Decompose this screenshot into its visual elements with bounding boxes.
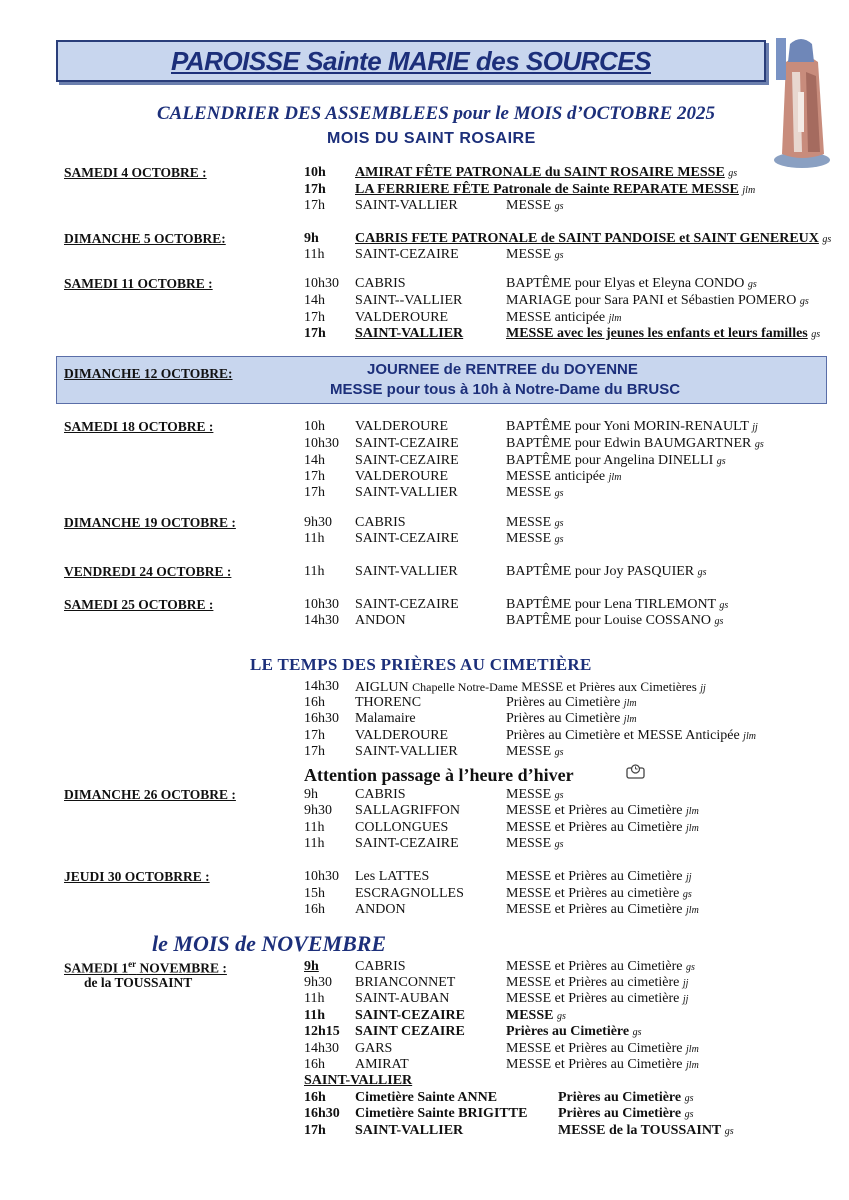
row-event: BAPTÊME pour Joy PASQUIER gs xyxy=(506,564,707,579)
row-event: MESSE et Prières au cimetière gs xyxy=(506,886,692,901)
row-event: BAPTÊME pour Louise COSSANO gs xyxy=(506,613,724,628)
row-place: SAINT-CEZAIRE xyxy=(355,836,459,851)
row-place: VALDEROURE xyxy=(355,728,449,743)
row-event: MESSE avec les jeunes les enfants et leurs familles gs xyxy=(506,326,821,341)
saint-vallier-header: SAINT-VALLIER xyxy=(304,1073,413,1088)
row-event: MESSE gs xyxy=(506,744,564,759)
row-time: 14h30 xyxy=(304,613,339,628)
row-place: Cimetière Sainte BRIGITTE xyxy=(355,1106,528,1121)
row-place: SAINT-CEZAIRE xyxy=(355,247,459,262)
row-event: MESSE et Prières au Cimetière jlm xyxy=(506,803,699,818)
calendar-title: CALENDRIER DES ASSEMBLEES pour le MOIS d’OCTOBRE 2025 xyxy=(157,103,716,124)
row-time: 17h xyxy=(304,744,325,759)
row-event: BAPTÊME pour Lena TIRLEMONT gs xyxy=(506,597,729,612)
row-detail: CABRIS FETE PATRONALE de SAINT PANDOISE et SAINT GENEREUX gs xyxy=(355,231,832,246)
row-event: Prières au Cimetière gs xyxy=(558,1090,694,1105)
row-place: ESCRAGNOLLES xyxy=(355,886,464,901)
row-place: SAINT-CEZAIRE xyxy=(355,453,459,468)
row-time: 12h15 xyxy=(304,1024,340,1039)
row-time: 10h xyxy=(304,419,325,434)
parish-title: PAROISSE Sainte MARIE des SOURCES xyxy=(170,46,651,76)
row-place: Les LATTES xyxy=(355,869,430,884)
day-label: SAMEDI 4 OCTOBRE : xyxy=(64,165,207,180)
row-event: MESSE et Prières au Cimetière jlm xyxy=(506,820,699,835)
row-place: AMIRAT xyxy=(355,1057,409,1072)
row-time: 11h xyxy=(304,820,325,835)
day-label: DIMANCHE 19 OCTOBRE : xyxy=(64,515,236,530)
row-time: 10h30 xyxy=(304,436,339,451)
row-place: SAINT-VALLIER xyxy=(355,198,458,213)
row-event: MESSE anticipée jlm xyxy=(506,469,622,484)
row-time: 14h30 xyxy=(304,1041,339,1056)
row-time: 17h xyxy=(304,326,326,341)
row-event: MESSE gs xyxy=(506,836,564,851)
row-place: CABRIS xyxy=(355,787,406,802)
row-time: 16h30 xyxy=(304,711,339,726)
row-event: Prières au Cimetière gs xyxy=(506,1024,642,1039)
row-time: 17h xyxy=(304,198,325,213)
row-place: SAINT--VALLIER xyxy=(355,293,463,308)
row-event: Prières au Cimetière gs xyxy=(558,1106,694,1121)
row-time: 9h30 xyxy=(304,515,332,530)
clock-icon xyxy=(626,763,646,779)
row-time: 17h xyxy=(304,469,325,484)
row-time: 16h xyxy=(304,1090,326,1105)
day-label: DIMANCHE 5 OCTOBRE: xyxy=(64,231,226,246)
day-label: SAMEDI 11 OCTOBRE : xyxy=(64,276,213,291)
row-time: 16h xyxy=(304,695,325,710)
row-time: 10h xyxy=(304,165,326,180)
day-label: SAMEDI 18 OCTOBRE : xyxy=(64,419,214,434)
row-event: MESSE et Prières au Cimetière jj xyxy=(506,869,692,884)
day-label: VENDREDI 24 OCTOBRE : xyxy=(64,564,232,579)
row-time: 9h30 xyxy=(304,975,332,990)
row-time: 17h xyxy=(304,182,326,197)
row-place: ANDON xyxy=(355,902,406,917)
row-place: SAINT-VALLIER xyxy=(355,326,464,341)
parish-banner xyxy=(56,40,766,82)
row-detail: AMIRAT FÊTE PATRONALE du SAINT ROSAIRE MESSE gs xyxy=(355,165,738,180)
row-time: 11h xyxy=(304,1008,326,1023)
row-time: 17h xyxy=(304,485,325,500)
november-title: le MOIS de NOVEMBRE xyxy=(152,931,387,956)
row-time: 9h xyxy=(304,231,319,246)
row-time: 14h xyxy=(304,293,325,308)
day-label: DIMANCHE 12 OCTOBRE: xyxy=(64,366,233,381)
row-place: SAINT-VALLIER xyxy=(355,485,458,500)
row-time: 15h xyxy=(304,886,325,901)
row-event: MESSE et Prières au Cimetière gs xyxy=(506,959,695,974)
row-time: 10h30 xyxy=(304,276,339,291)
row-time: 16h xyxy=(304,902,325,917)
row-place: COLLONGUES xyxy=(355,820,449,835)
row-time: 17h xyxy=(304,310,325,325)
row-event: MESSE de la TOUSSAINT gs xyxy=(558,1123,734,1138)
day-label: SAMEDI 25 OCTOBRE : xyxy=(64,597,214,612)
doyenne-line-2: MESSE pour tous à 10h à Notre-Dame du BRUSC xyxy=(330,381,681,398)
row-event: MESSE et Prières au cimetière jj xyxy=(506,975,689,990)
row-place: VALDEROURE xyxy=(355,469,449,484)
row-place: CABRIS xyxy=(355,515,406,530)
row-place: SAINT CEZAIRE xyxy=(355,1024,465,1039)
row-place: CABRIS xyxy=(355,276,406,291)
row-event: MESSE et Prières au Cimetière jlm xyxy=(506,902,699,917)
row-event: MESSE gs xyxy=(506,247,564,262)
row-time: 11h xyxy=(304,991,325,1006)
row-place: SAINT-CEZAIRE xyxy=(355,436,459,451)
day-label: DIMANCHE 26 OCTOBRE : xyxy=(64,787,236,802)
row-place: SAINT-VALLIER xyxy=(355,744,458,759)
day-label: JEUDI 30 OCTOBRRE : xyxy=(64,869,210,884)
row-time: 17h xyxy=(304,1123,326,1138)
row-detail: LA FERRIERE FÊTE Patronale de Sainte REPARATE MESSE jlm xyxy=(355,182,756,197)
row-place: VALDEROURE xyxy=(355,310,449,325)
row-place: BRIANCONNET xyxy=(355,975,456,990)
row-place: SAINT-CEZAIRE xyxy=(355,1008,465,1023)
row-event: MESSE et Prières au Cimetière jlm xyxy=(506,1041,699,1056)
doyenne-band xyxy=(56,356,827,404)
row-event: MESSE gs xyxy=(506,1008,566,1023)
row-time: 10h30 xyxy=(304,597,339,612)
row-place: VALDEROURE xyxy=(355,419,449,434)
row-place: CABRIS xyxy=(355,959,406,974)
row-time: 9h xyxy=(304,959,319,974)
row-place: Malamaire xyxy=(355,711,416,726)
row-place: SAINT-CEZAIRE xyxy=(355,597,459,612)
row-event: BAPTÊME pour Edwin BAUMGARTNER gs xyxy=(506,436,764,451)
row-event: BAPTÊME pour Elyas et Eleyna CONDO gs xyxy=(506,276,757,291)
row-place: GARS xyxy=(355,1041,393,1056)
row-event: MESSE gs xyxy=(506,515,564,530)
row-time: 16h xyxy=(304,1057,325,1072)
row-place: SAINT-VALLIER xyxy=(355,1123,464,1138)
row-place: THORENC xyxy=(355,695,422,710)
row-event: MESSE gs xyxy=(506,531,564,546)
row-place: SAINT-AUBAN xyxy=(355,991,450,1006)
row-time: 9h xyxy=(304,787,318,802)
winter-time-notice: Attention passage à l’heure d’hiver xyxy=(304,765,574,785)
row-time: 14h30 xyxy=(304,679,339,694)
row-event: MESSE gs xyxy=(506,787,564,802)
toussaint-label: de la TOUSSAINT xyxy=(84,975,193,990)
row-event: Prières au Cimetière jlm xyxy=(506,695,637,710)
row-time: 11h xyxy=(304,247,325,262)
cemetery-title: LE TEMPS DES PRIÈRES AU CIMETIÈRE xyxy=(250,655,592,674)
row-event: BAPTÊME pour Yoni MORIN-RENAULT jj xyxy=(506,419,758,434)
day-label: SAMEDI 1er NOVEMBRE : xyxy=(64,959,227,976)
row-place: Cimetière Sainte ANNE xyxy=(355,1090,498,1105)
row-event: MESSE gs xyxy=(506,485,564,500)
row-event: MESSE et Prières au Cimetière jlm xyxy=(506,1057,699,1072)
row-event: MESSE et Prières au cimetière jj xyxy=(506,991,689,1006)
row-time: 11h xyxy=(304,531,325,546)
row-time: 11h xyxy=(304,836,325,851)
row-place: SALLAGRIFFON xyxy=(355,803,461,818)
row-place: ANDON xyxy=(355,613,406,628)
row-place: SAINT-CEZAIRE xyxy=(355,531,459,546)
row-detail: AIGLUN Chapelle Notre-Dame MESSE et Prières aux Cimetières jj xyxy=(355,679,706,695)
row-time: 10h30 xyxy=(304,869,339,884)
row-time: 9h30 xyxy=(304,803,332,818)
row-event: MESSE gs xyxy=(506,198,564,213)
row-place: SAINT-VALLIER xyxy=(355,564,458,579)
row-event: MESSE anticipée jlm xyxy=(506,310,622,325)
row-time: 11h xyxy=(304,564,325,579)
virgin-statue-image xyxy=(772,32,834,170)
row-time: 14h xyxy=(304,453,325,468)
row-event: MARIAGE pour Sara PANI et Sébastien POMERO gs xyxy=(506,293,809,308)
month-theme: MOIS DU SAINT ROSAIRE xyxy=(327,130,536,147)
row-event: Prières au Cimetière et MESSE Anticipée jlm xyxy=(506,728,756,743)
row-event: BAPTÊME pour Angelina DINELLI gs xyxy=(506,453,726,468)
row-time: 17h xyxy=(304,728,325,743)
row-time: 16h30 xyxy=(304,1106,340,1121)
row-event: Prières au Cimetière jlm xyxy=(506,711,637,726)
doyenne-line-1: JOURNEE de RENTREE du DOYENNE xyxy=(367,361,638,378)
